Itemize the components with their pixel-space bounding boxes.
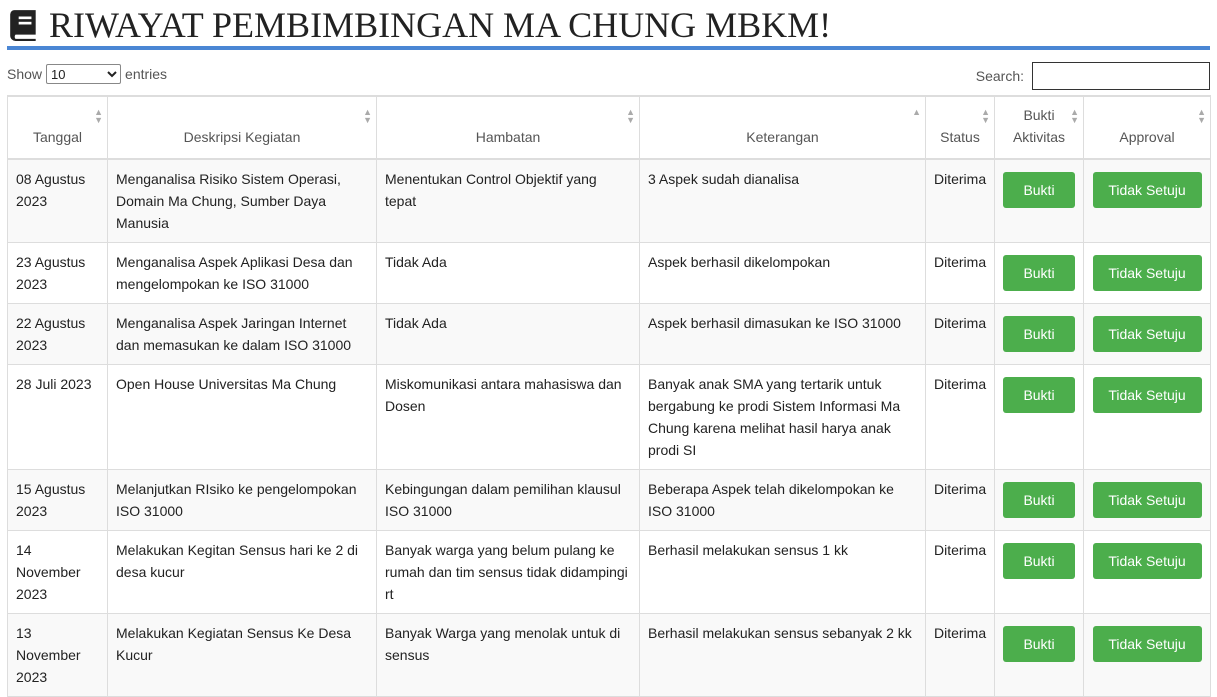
cell-bukti [995,531,1084,614]
cell-deskripsi: Open House Universitas Ma Chung [108,365,377,470]
cell-keterangan: Aspek berhasil dikelompokan [640,243,926,304]
cell-tanggal: 08 Agustus 2023 [8,159,108,243]
cell-approval [1084,614,1211,697]
cell-tanggal: 28 Juli 2023 [8,365,108,470]
cell-bukti [995,159,1084,243]
cell-approval [1084,531,1211,614]
cell-approval [1084,159,1211,243]
sort-icon: ▲ ▼ [1197,107,1206,125]
table-row [8,304,1211,365]
cell-status: Diterima [926,614,995,697]
cell-tanggal: 13 November 2023 [8,614,108,697]
cell-approval [1084,243,1211,304]
tidak-setuju-button[interactable]: Tidak Setuju [1093,377,1202,413]
tidak-setuju-button[interactable]: Tidak Setuju [1093,543,1202,579]
sort-icon: ▲ ▼ [363,107,372,125]
cell-hambatan: Menentukan Control Objektif yang tepat [377,159,640,243]
tidak-setuju-button[interactable]: Tidak Setuju [1093,255,1202,291]
cell-tanggal: 14 November 2023 [8,531,108,614]
column-header-deskripsi[interactable]: Deskripsi Kegiatan ▲ ▼ [108,96,377,159]
cell-keterangan: Aspek berhasil dimasukan ke ISO 31000 [640,304,926,365]
cell-status: Diterima [926,470,995,531]
cell-bukti [995,304,1084,365]
cell-bukti [995,614,1084,697]
page-title [7,3,831,47]
table-controls [7,62,1210,92]
sort-icon: ▲ ▼ [981,107,990,125]
cell-status: Diterima [926,243,995,304]
search-label: Search: [975,68,1024,84]
cell-keterangan: 3 Aspek sudah dianalisa [640,159,926,243]
table-row [8,470,1211,531]
bukti-button[interactable]: Bukti [1003,543,1075,579]
riwayat-table [7,95,1211,697]
bukti-button[interactable]: Bukti [1003,255,1075,291]
column-header-bukti[interactable]: Bukti Aktivitas ▲ ▼ [995,96,1084,159]
cell-bukti [995,470,1084,531]
cell-tanggal: 23 Agustus 2023 [8,243,108,304]
cell-bukti [995,243,1084,304]
bukti-button[interactable]: Bukti [1003,626,1075,662]
column-header-approval[interactable]: Approval ▲ ▼ [1084,96,1211,159]
cell-hambatan: Banyak warga yang belum pulang ke rumah dan tim sensus tidak didampingi rt [377,531,640,614]
cell-keterangan: Berhasil melakukan sensus sebanyak 2 kk [640,614,926,697]
sort-icon: ▲ ▼ [94,107,103,125]
cell-deskripsi: Menganalisa Aspek Aplikasi Desa dan mengelompokan ke ISO 31000 [108,243,377,304]
entries-label: entries [125,66,168,82]
cell-hambatan: Kebingungan dalam pemilihan klausul ISO 31000 [377,470,640,531]
cell-keterangan: Banyak anak SMA yang tertarik untuk bergabung ke prodi Sistem Informasi Ma Chung karena melihat hasil harya anak prodi SI [640,365,926,470]
cell-bukti [995,365,1084,470]
cell-keterangan: Beberapa Aspek telah dikelompokan ke ISO 31000 [640,470,926,531]
column-header-status[interactable]: Status ▲ ▼ [926,96,995,159]
cell-tanggal: 22 Agustus 2023 [8,304,108,365]
cell-deskripsi: Melanjutkan RIsiko ke pengelompokan ISO 31000 [108,470,377,531]
tidak-setuju-button[interactable]: Tidak Setuju [1093,626,1202,662]
cell-status: Diterima [926,304,995,365]
table-row [8,243,1211,304]
table-row [8,159,1211,243]
tidak-setuju-button[interactable]: Tidak Setuju [1093,482,1202,518]
table-row [8,365,1211,470]
cell-hambatan: Tidak Ada [377,304,640,365]
bukti-button[interactable]: Bukti [1003,377,1075,413]
cell-deskripsi: Melakukan Kegitan Sensus hari ke 2 di desa kucur [108,531,377,614]
cell-hambatan: Tidak Ada [377,243,640,304]
tidak-setuju-button[interactable]: Tidak Setuju [1093,316,1202,352]
cell-hambatan: Banyak Warga yang menolak untuk di sensus [377,614,640,697]
show-label: Show [7,66,43,82]
cell-keterangan: Berhasil melakukan sensus 1 kk [640,531,926,614]
cell-approval [1084,470,1211,531]
page-header [7,0,1210,50]
cell-status: Diterima [926,159,995,243]
page-title-text: RIWAYAT PEMBIMBINGAN MA CHUNG MBKM! [49,5,832,45]
cell-deskripsi: Menganalisa Risiko Sistem Operasi, Domain Ma Chung, Sumber Daya Manusia [108,159,377,243]
book-icon [7,8,41,42]
cell-tanggal: 15 Agustus 2023 [8,470,108,531]
page-size-control [7,64,167,84]
bukti-button[interactable]: Bukti [1003,316,1075,352]
search-input[interactable] [1032,62,1210,90]
table-row [8,614,1211,697]
column-header-hambatan[interactable]: Hambatan ▲ ▼ [377,96,640,159]
bukti-button[interactable]: Bukti [1003,482,1075,518]
cell-hambatan: Miskomunikasi antara mahasiswa dan Dosen [377,365,640,470]
cell-deskripsi: Menganalisa Aspek Jaringan Internet dan memasukan ke dalam ISO 31000 [108,304,377,365]
cell-deskripsi: Melakukan Kegiatan Sensus Ke Desa Kucur [108,614,377,697]
sort-icon: ▲ ▼ [1070,107,1079,125]
column-header-keterangan[interactable]: Keterangan ▲ [640,96,926,159]
table-row [8,531,1211,614]
cell-approval [1084,365,1211,470]
table-header-row [8,96,1211,159]
cell-approval [1084,304,1211,365]
cell-status: Diterima [926,365,995,470]
sort-ascending-icon: ▲ [912,107,921,117]
tidak-setuju-button[interactable]: Tidak Setuju [1093,172,1202,208]
bukti-button[interactable]: Bukti [1003,172,1075,208]
search-control [976,62,1210,90]
sort-icon: ▲ ▼ [626,107,635,125]
column-header-tanggal[interactable]: Tanggal ▲ ▼ [8,96,108,159]
page-size-select[interactable] [46,64,121,84]
cell-status: Diterima [926,531,995,614]
